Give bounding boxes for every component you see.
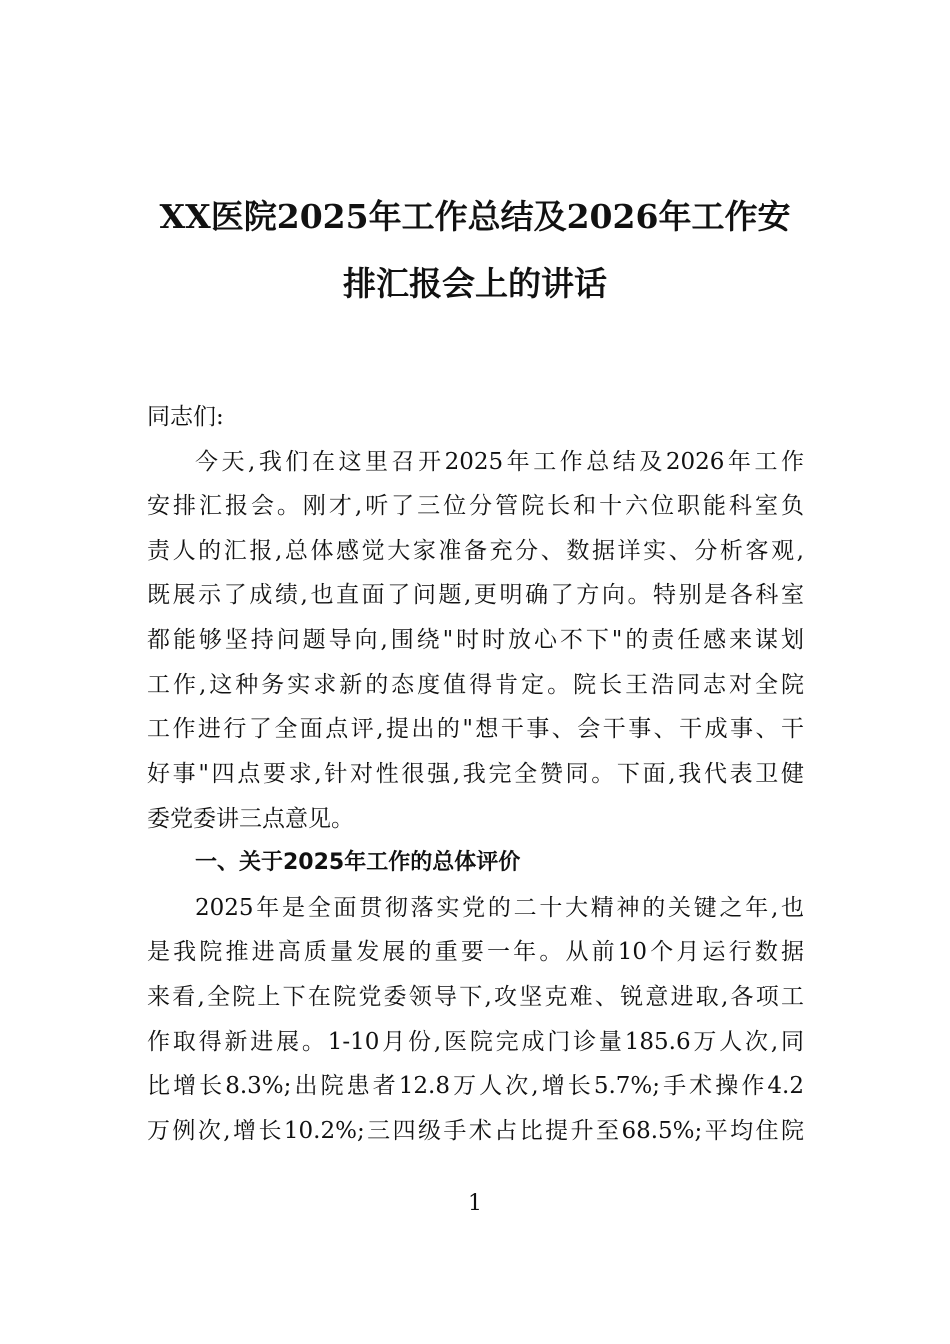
paragraph-1-line: 都能够坚持问题导向,围绕"时时放心不下"的责任感来谋划 xyxy=(147,627,804,653)
paragraph-1-line: 安排汇报会。刚才,听了三位分管院长和十六位职能科室负 xyxy=(147,493,804,519)
page-number: 1 xyxy=(468,1191,482,1216)
paragraph-1-line: 好事"四点要求,针对性很强,我完全赞同。下面,我代表卫健 xyxy=(147,761,804,787)
paragraph-1-line: 工作,这种务实求新的态度值得肯定。院长王浩同志对全院 xyxy=(147,672,804,698)
paragraph-2-line: 2025年是全面贯彻落实党的二十大精神的关键之年,也 xyxy=(195,895,804,921)
paragraph-2-line: 来看,全院上下在院党委领导下,攻坚克难、锐意进取,各项工 xyxy=(147,984,804,1010)
section-1-heading: 一、关于2025年工作的总体评价 xyxy=(195,850,521,875)
document-title-line-1: XX医院2025年工作总结及2026年工作安 xyxy=(159,197,791,236)
paragraph-1-line: 今天,我们在这里召开2025年工作总结及2026年工作 xyxy=(195,449,804,475)
paragraph-2-line: 比增长8.3%;出院患者12.8万人次,增长5.7%;手术操作4.2 xyxy=(147,1073,804,1099)
paragraph-1-line: 委党委讲三点意见。 xyxy=(147,806,354,832)
salutation: 同志们: xyxy=(147,404,224,430)
paragraph-2-line: 万例次,增长10.2%;三四级手术占比提升至68.5%;平均住院 xyxy=(147,1118,804,1144)
paragraph-1-line: 既展示了成绩,也直面了问题,更明确了方向。特别是各科室 xyxy=(147,582,804,608)
paragraph-1-line: 责人的汇报,总体感觉大家准备充分、数据详实、分析客观, xyxy=(147,538,804,564)
paragraph-2-line: 作取得新进展。1-10月份,医院完成门诊量185.6万人次,同 xyxy=(147,1029,804,1055)
document-title-line-2: 排汇报会上的讲话 xyxy=(343,264,607,303)
paragraph-2-line: 是我院推进高质量发展的重要一年。从前10个月运行数据 xyxy=(147,939,804,965)
paragraph-1-line: 工作进行了全面点评,提出的"想干事、会干事、干成事、干 xyxy=(147,716,804,742)
